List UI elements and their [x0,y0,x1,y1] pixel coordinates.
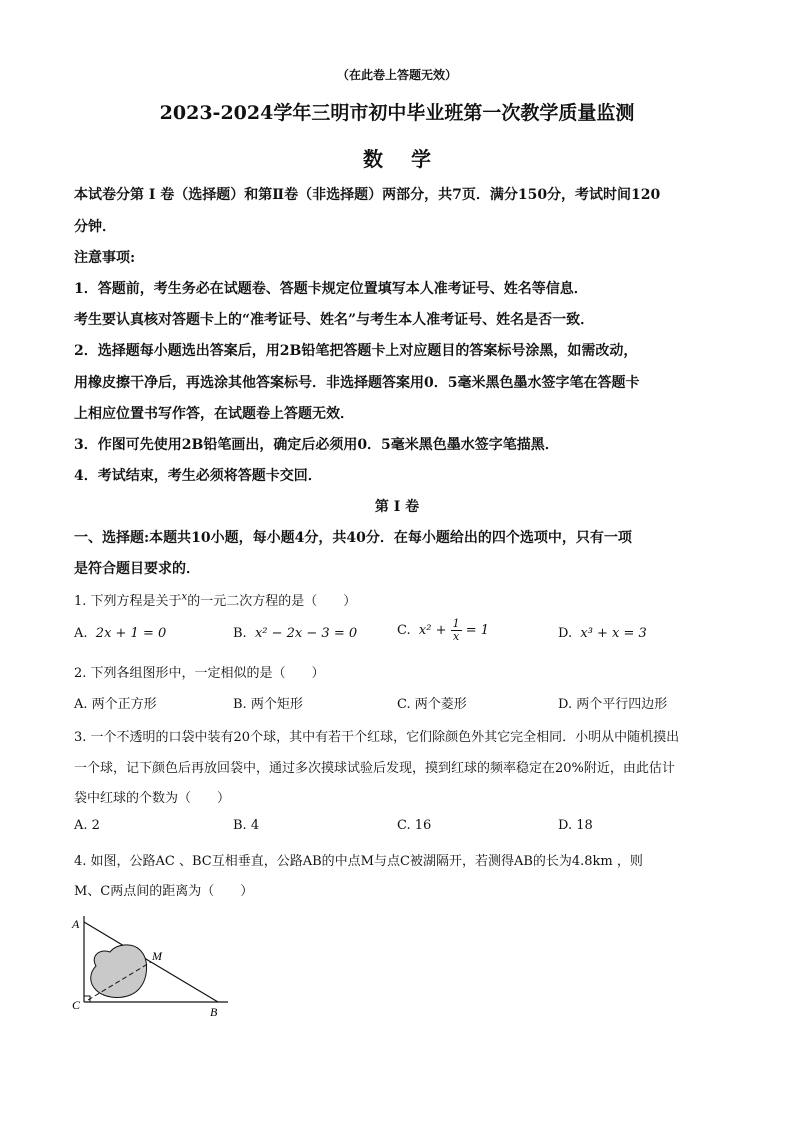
label-b: B [210,1005,218,1019]
q2-option-d: D. 两个平行四边形 [558,697,668,712]
subject-title: 数学 [363,147,459,171]
q3-option-c: C. 16 [397,818,432,833]
question-3-line-3: 袋中红球的个数为（ ） [74,791,231,806]
q1-option-c-post: = 1 [465,623,490,638]
intro-line-1: 本试卷分第 I 卷（选择题）和第Ⅱ卷（非选择题）两部分，共7页．满分150分，考试时间120 [74,187,661,203]
notice-item-4: 4．考试结束，考生必须将答题卡交回． [74,468,322,484]
exam-title: 2023-2024学年三明市初中毕业班第一次教学质量监测 [159,102,635,124]
q1-option-d [558,626,647,641]
label-m: M [152,949,162,963]
q1-option-c-label: C. [397,623,411,638]
q3-option-b: B. 4 [233,818,260,833]
intro-line-2: 分钟． [74,219,116,235]
q2-option-c: C. 两个菱形 [397,697,467,712]
q2-option-b: B. 两个矩形 [233,697,303,712]
q1-option-c-numerator: 1 [452,617,460,630]
volume-one-heading: 第 I 卷 [374,499,420,515]
question-3-line-2: 一个球，记下颜色后再放回袋中，通过多次摸球试验后发现，摸到红球的频率稳定在20%附近，由此估计 [74,761,675,776]
notice-item-1: 1．答题前，考生务必在试题卷、答题卡规定位置填写本人准考证号、姓名等信息． [74,281,588,297]
notice-item-2b: 用橡皮擦干净后，再选涂其他答案标号．非选择题答案用0．5毫米黑色墨水签字笔在答题卡 [74,375,640,391]
q3-option-a: A. 2 [74,818,100,833]
lake-shape [91,945,147,998]
notice-item-2: 2．选择题每小题选出答案后，用2B铅笔把答题卡上对应题目的答案标号涂黑，如需改动， [74,343,638,359]
question-3-line-1: 3. 一个不透明的口袋中装有20个球，其中有若干个红球，它们除颜色外其它完全相同．小明从中随机摸出 [74,730,680,745]
question-4-line-2: M、C两点间的距离为（ ） [74,884,254,899]
q1-option-b-label: B. [233,626,247,641]
q1-option-d-text: x³ + x = 3 [580,626,647,641]
notice-item-1b: 考生要认真核对答题卡上的“准考证号、姓名”与考生本人准考证号、姓名是否一致． [74,312,595,328]
q2-option-a: A. 两个正方形 [74,697,157,712]
question-1-stem-a: 1. 下列方程是关于 [74,594,182,609]
notice-item-2c: 上相应位置书写作答，在试题卷上答题无效． [74,406,354,422]
q1-option-b [233,626,357,641]
q1-option-c [397,618,489,643]
q1-option-a-text: 2x + 1 = 0 [95,626,167,641]
q1-option-a-label: A. [74,626,88,641]
q1-option-a [74,626,166,641]
question-4-line-1: 4. 如图，公路AC 、BC互相垂直，公路AB的中点M与点C被湖隔开，若测得AB的长为4.8km ，则 [74,854,643,869]
label-a: A [72,917,80,931]
q1-option-c-fraction [451,618,462,643]
section-heading-1: 一、选择题:本题共10小题，每小题4分，共40分．在每小题给出的四个选项中，只有一项 [74,530,632,546]
q1-option-d-label: D. [558,626,573,641]
notice-heading: 注意事项: [74,250,136,266]
question-1-var: x [181,591,188,603]
notice-item-3: 3．作图可先使用2B铅笔画出，确定后必须用0．5毫米黑色墨水签字笔描黑． [74,437,559,453]
q1-option-b-text: x² − 2x − 3 = 0 [254,626,358,641]
question-2-stem: 2. 下列各组图形中，一定相似的是（ ） [74,666,325,681]
lake-road-diagram [66,908,241,1023]
q3-option-d: D. 18 [558,818,593,833]
section-heading-2: 是符合题目要求的． [74,561,200,577]
invalid-answer-note: （在此卷上答题无效） [336,68,457,82]
q1-option-c-denominator: x [453,630,460,643]
question-4-figure [66,908,241,1027]
q1-option-c-pre: x² + [418,623,447,638]
label-c: C [72,998,81,1012]
question-1-stem-b: 的一元二次方程的是（ ） [187,594,357,609]
question-1-stem [74,590,356,609]
